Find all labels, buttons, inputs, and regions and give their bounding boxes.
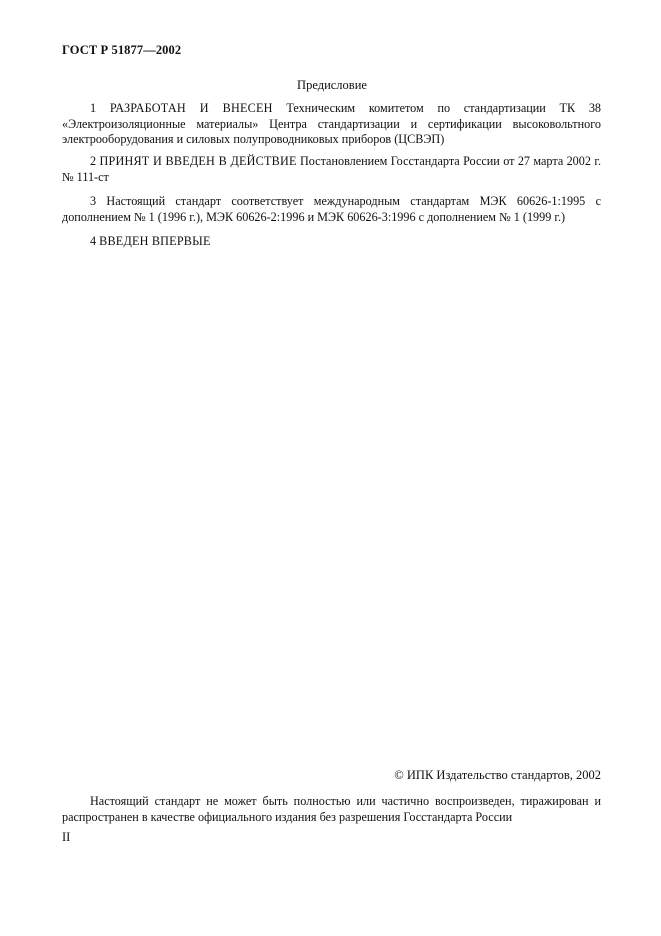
paragraph-1 (62, 101, 601, 148)
paragraph-lead: ВВЕДЕН ВПЕРВЫЕ (99, 234, 211, 248)
copyright-line: © ИПК Издательство стандартов, 2002 (394, 768, 601, 782)
section-title: Предисловие (297, 78, 367, 92)
paragraph-2 (62, 154, 601, 185)
paragraph-4 (62, 234, 601, 250)
paragraph-text: Постановлением Госстандарта России от 27 марта 2002 г. № 111-ст (62, 154, 602, 184)
paragraph-lead: РАЗРАБОТАН И ВНЕСЕН (109, 101, 273, 115)
paragraph-number: 3 (90, 194, 97, 208)
paragraph-text: Настоящий стандарт соответствует международным стандартам МЭК 60626-1:1995 с дополнением № 1 (1996 г.), МЭК 60626-2:1996 и МЭК 60626-3:1996 с дополнением № 1 (1999 г.) (62, 194, 601, 224)
page-number: II (62, 830, 71, 844)
paragraph-number: 2 (90, 154, 97, 168)
paragraph-3 (62, 194, 601, 225)
reproduction-notice: Настоящий стандарт не может быть полностью или частично воспроизведен, тиражирован и распространен в качестве официального издания без разрешения Госстандарта России (62, 794, 601, 824)
paragraph-text: Техническим комитетом по стандартизации ТК 38 «Электроизоляционные материалы» Центра стандартизации и сертификации высоковольтного электрооборудования и силовых полупроводниковых приборов (ЦСВЭП) (62, 101, 602, 147)
paragraph-number: 1 (90, 101, 97, 115)
paragraph-lead: ПРИНЯТ И ВВЕДЕН В ДЕЙСТВИЕ (99, 154, 297, 168)
document-code: ГОСТ Р 51877—2002 (62, 43, 182, 57)
paragraph-number: 4 (90, 234, 97, 248)
